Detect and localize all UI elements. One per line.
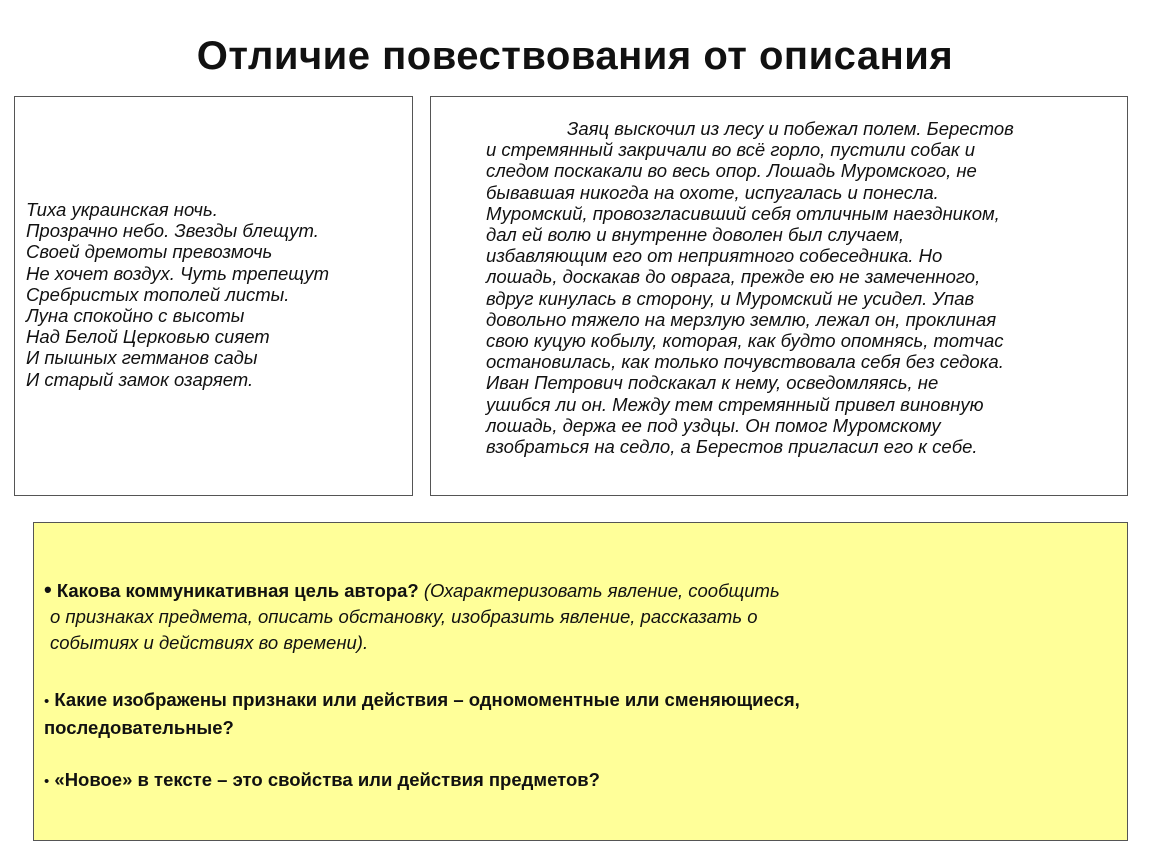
poem-line: Тиха украинская ночь. — [26, 199, 218, 220]
poem-line: И пышных гетманов сады — [26, 347, 258, 369]
poem-line: Не хочет воздух. Чуть трепещут — [26, 262, 330, 284]
bullet-icon: • — [44, 773, 50, 790]
prose-line: следом поскакали во весь опор. Лошадь Муромского, не — [486, 160, 977, 182]
question-1-italic-line2: о признаках предмета, описать обстановку, изобразить явление, рассказать о — [50, 606, 758, 627]
prose-line: и стремянный закричали во всё горло, пустили собак и — [486, 139, 976, 161]
question-1-italic: (Охарактеризовать явление, сообщить — [423, 580, 780, 601]
prose-line: довольно тяжело на мерзлую землю, лежал он, проклиная — [486, 308, 997, 330]
prose-line: Заяц выскочил из лесу и побежал полем. Берестов — [567, 118, 1014, 139]
prose-line: бывавшая никогда на охоте, испугалась и понесла. — [486, 181, 939, 203]
poem-line: Прозрачно небо. Звезды блещут. — [26, 220, 319, 242]
questions-box — [33, 522, 1128, 841]
prose-line: свою куцую кобылу, которая, как будто опомнясь, тотчас — [486, 330, 1004, 352]
prose-line: дал ей волю и внутренне доволен был случаем, — [486, 224, 905, 246]
prose-text — [486, 118, 1116, 457]
prose-line: лошадь, держа ее под уздцы. Он помог Муромскому — [486, 414, 941, 436]
question-3-line1: «Новое» в тексте – это свойства или действия предметов? — [54, 769, 600, 790]
question-3 — [44, 767, 600, 795]
prose-line: Муромский, провозгласивший себя отличным наездником, — [486, 202, 1000, 224]
poem-line: Луна спокойно с высоты — [26, 305, 245, 327]
question-1-italic-line3: событиях и действиях во времени). — [50, 632, 369, 653]
page-title: Отличие повествования от описания — [196, 34, 954, 78]
poem-text — [26, 199, 329, 390]
prose-line: вдруг кинулась в сторону, и Муромский не усидел. Упав — [486, 287, 975, 309]
bullet-icon: • — [44, 693, 50, 710]
bullet-icon: • — [44, 577, 52, 602]
question-2 — [44, 687, 800, 741]
poem-line: И старый замок озаряет. — [26, 368, 254, 390]
question-2-line1: Какие изображены признаки или действия – одномоментные или сменяющиеся, — [54, 689, 800, 710]
poem-line: Над Белой Церковью сияет — [26, 326, 270, 348]
prose-box — [430, 96, 1128, 496]
prose-line: избавляющим его от неприятного собеседника. Но — [486, 245, 943, 267]
question-2-line2: последовательные? — [44, 717, 234, 738]
poem-line: Своей дремоты превозмочь — [26, 241, 273, 263]
prose-line: Иван Петрович подскакал к нему, осведомляясь, не — [486, 372, 939, 394]
poem-box — [14, 96, 413, 496]
prose-line: взобраться на седло, а Берестов пригласил его к себе. — [486, 436, 978, 458]
question-1-bold: Какова коммуникативная цель автора? — [56, 580, 419, 601]
prose-line: ушибся ли он. Между тем стремянный привел виновную — [486, 393, 984, 415]
prose-line: остановилась, как только почувствовала себя без седока. — [486, 351, 1004, 373]
question-1 — [44, 577, 780, 656]
poem-line: Сребристых тополей листы. — [26, 283, 290, 305]
prose-line: лошадь, доскакав до оврага, прежде ею не замеченного, — [486, 266, 981, 288]
